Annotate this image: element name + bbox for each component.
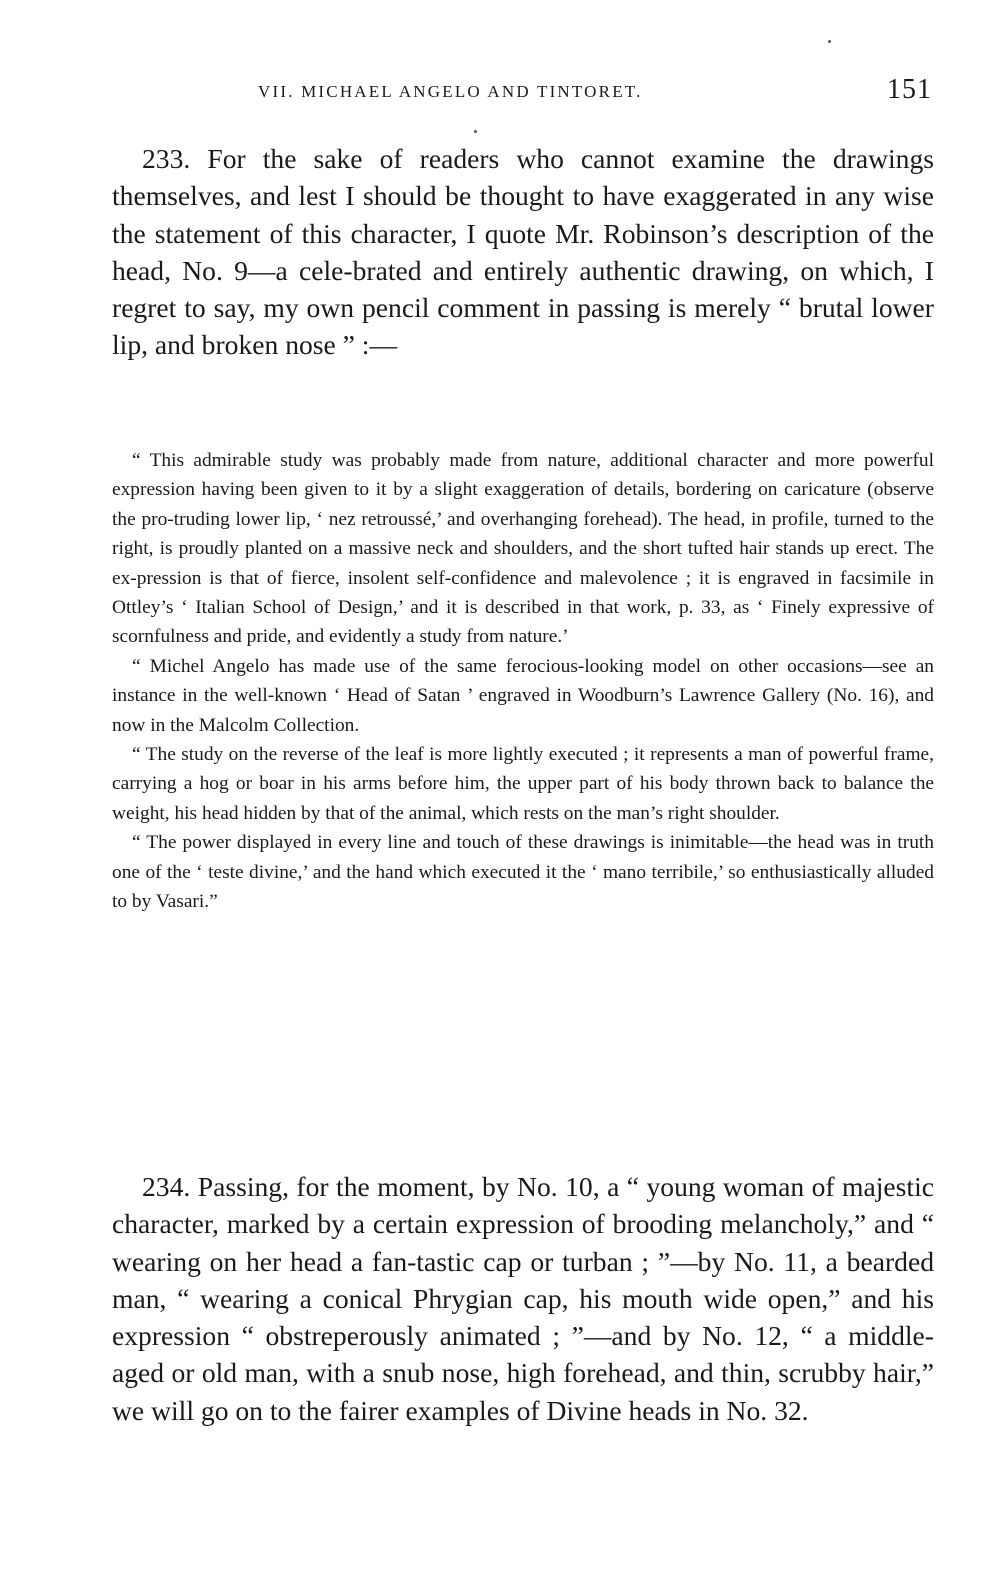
quotation-paragraph: “ The study on the reverse of the leaf is more lightly executed ; it represents a man of powerful frame, carrying a hog or boar in his arms before him, the upper part of his body thrown back to balance the weight, his head hidden by that of the animal, which rests on the man’s right shoulder. xyxy=(112,744,934,824)
running-title: VII. MICHAEL ANGELO AND TINTORET. xyxy=(258,82,643,101)
block-quotation xyxy=(112,446,934,917)
quotation-paragraph: “ This admirable study was probably made from nature, additional character and more powerful expression having been given to it by a slight exaggeration of details, bordering on caricature (observe the pro-truding lower lip, ‘ nez retroussé,’ and overhanging forehead). The head, in profile, turned to the right, is proudly planted on a massive neck and shoulders, and the short tufted hair stands up erect. The ex-pression is that of fierce, insolent self-confidence and malevolence ; it is engraved in facsimile in Ottley’s ‘ Italian School of Design,’ and it is described in that work, p. 33, as ‘ Finely expressive of scornfulness and pride, and evidently a study from nature.’ xyxy=(112,450,934,648)
page-number: 151 xyxy=(887,74,932,105)
paragraph-233: 233. For the sake of readers who cannot examine the drawings themselves, and lest I should be thought to have exaggerated in any wise the statement of this character, I quote Mr. Robinson’s description of the head, No. 9—a cele-brated and entirely authentic drawing, on which, I regret to say, my own pencil comment in passing is merely “ brutal lower lip, and broken nose ” :— xyxy=(112,143,934,361)
paragraph-234: 234. Passing, for the moment, by No. 10, a “ young woman of majestic character, marked by a certain expression of brooding melancholy,” and “ wearing on her head a fan-tastic cap or turban ; ”—by No. 11, a bearded man, “ wearing a conical Phrygian cap, his mouth wide open,” and his expression “ obstreperously animated ; ”—and by No. 12, “ a middle-aged or old man, with a snub nose, high forehead, and thin, scrubby hair,” we will go on to the fairer examples of Divine heads in No. 32. xyxy=(112,1171,934,1426)
stray-ink-mark xyxy=(828,40,831,43)
stray-ink-mark xyxy=(474,130,477,133)
quotation-paragraph: “ The power displayed in every line and touch of these drawings is inimitable—the head was in truth one of the ‘ teste divine,’ and the hand which executed it the ‘ mano terribile,’ so enthusiastically alluded to by Vasari.” xyxy=(112,832,934,913)
running-head xyxy=(240,74,940,114)
quotation-paragraph: “ Michel Angelo has made use of the same ferocious-looking model on other occasions—see an instance in the well-known ‘ Head of Satan ’ engraved in Woodburn’s Lawrence Gallery (No. 16), and now in the Malcolm Collection. xyxy=(112,655,934,736)
